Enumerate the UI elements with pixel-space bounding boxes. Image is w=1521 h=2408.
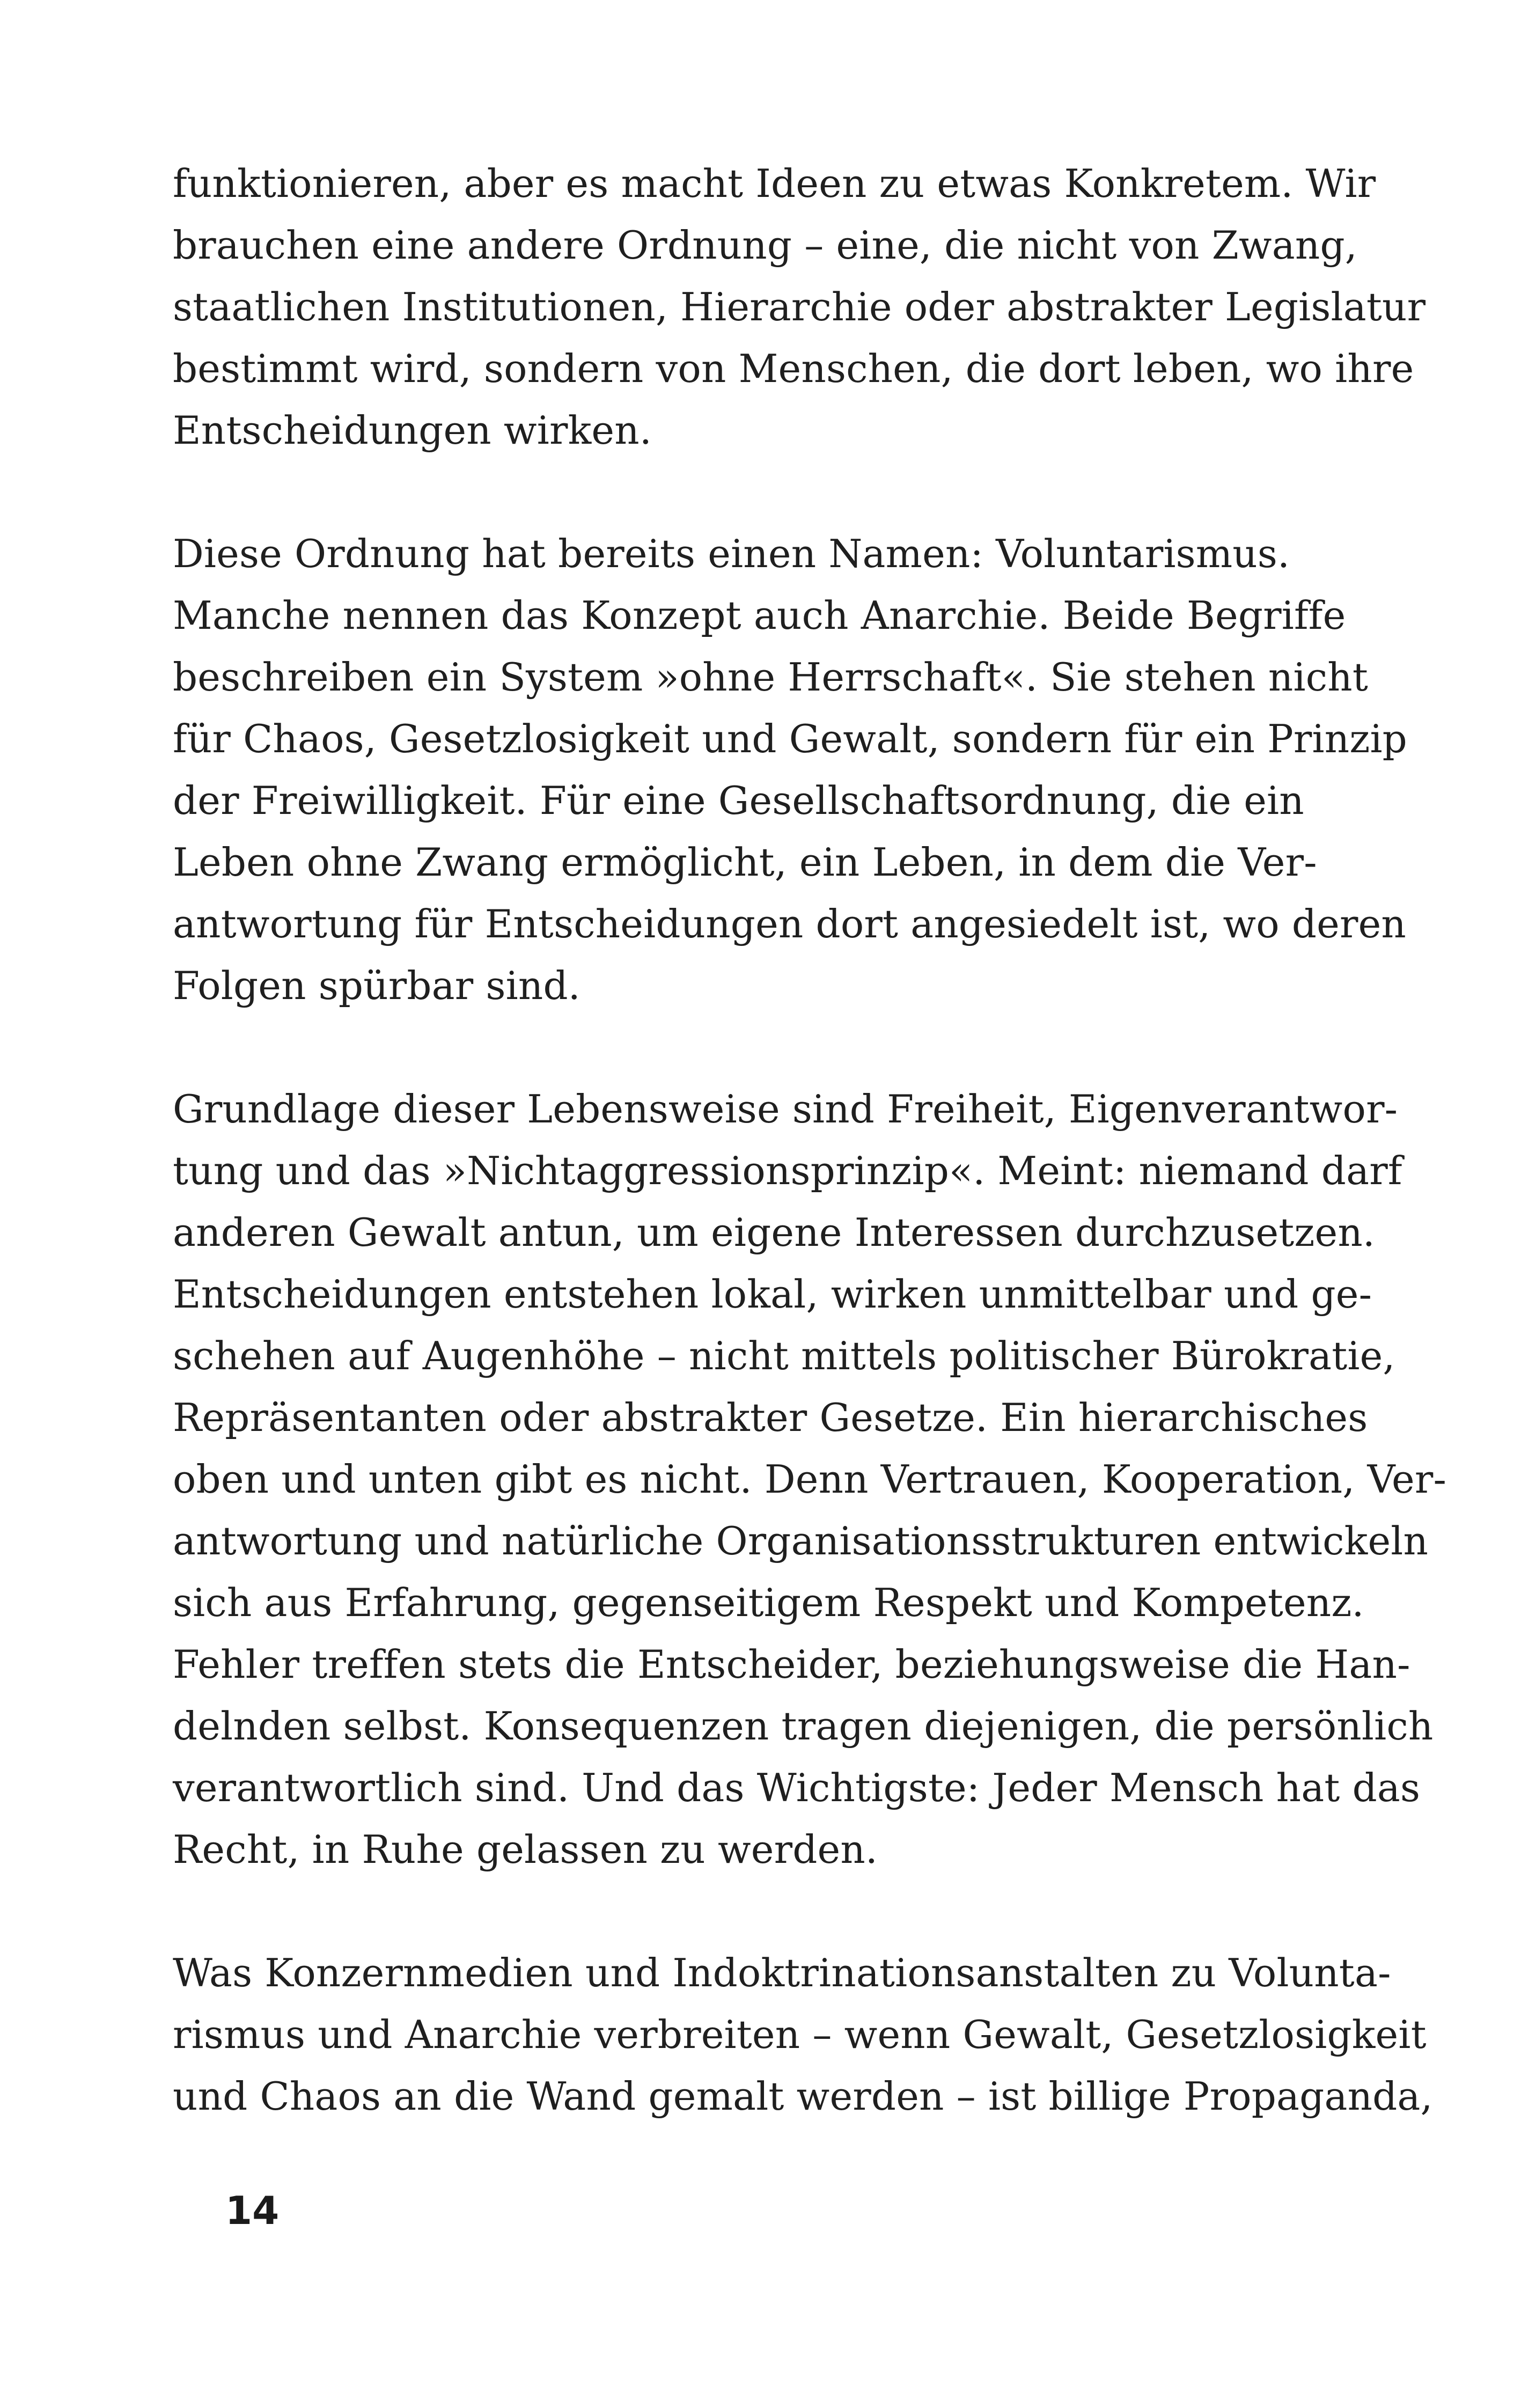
text-line: Recht, in Ruhe gelassen zu werden.: [173, 1827, 878, 1872]
paragraph-4: [173, 1942, 1433, 2127]
text-line: rismus und Anarchie verbreiten – wenn Gewalt, Gesetzlosigkeit: [173, 2012, 1427, 2057]
text-line: oben und unten gibt es nicht. Denn Vertrauen, Kooperation, Ver-: [173, 1457, 1447, 1502]
text-line: funktionieren, aber es macht Ideen zu etwas Konkretem. Wir: [173, 161, 1376, 206]
text-line: Repräsentanten oder abstrakter Gesetze. Ein hierarchisches: [173, 1395, 1368, 1440]
text-line: Entscheidungen entstehen lokal, wirken unmittelbar und ge-: [173, 1272, 1372, 1317]
text-line: Leben ohne Zwang ermöglicht, ein Leben, in dem die Ver-: [173, 840, 1317, 885]
text-line: Fehler treffen stets die Entscheider, beziehungsweise die Han-: [173, 1642, 1410, 1687]
text-line: sich aus Erfahrung, gegenseitigem Respekt und Kompetenz.: [173, 1580, 1364, 1625]
text-line: verantwortlich sind. Und das Wichtigste: Jeder Mensch hat das: [173, 1765, 1421, 1810]
text-line: Folgen spürbar sind.: [173, 963, 581, 1008]
text-line: antwortung und natürliche Organisationsstrukturen entwickeln: [173, 1518, 1429, 1563]
text-line: delnden selbst. Konsequenzen tragen diejenigen, die persönlich: [173, 1704, 1434, 1749]
paragraph-1: [173, 153, 1426, 461]
text-line: bestimmt wird, sondern von Menschen, die dort leben, wo ihre: [173, 346, 1414, 391]
paragraph-3: [173, 1078, 1447, 1881]
text-line: brauchen eine andere Ordnung – eine, die nicht von Zwang,: [173, 223, 1357, 268]
page-number: 14: [225, 2188, 280, 2233]
text-line: anderen Gewalt antun, um eigene Interessen durchzusetzen.: [173, 1210, 1376, 1255]
text-line: tung und das »Nichtaggressionsprinzip«. Meint: niemand darf: [173, 1148, 1402, 1193]
text-line: beschreiben ein System »ohne Herrschaft«. Sie stehen nicht: [173, 655, 1368, 700]
body-text: [173, 153, 1447, 2127]
text-line: antwortung für Entscheidungen dort angesiedelt ist, wo deren: [173, 901, 1406, 946]
text-line: und Chaos an die Wand gemalt werden – ist billige Propaganda,: [173, 2074, 1433, 2119]
text-line: staatlichen Institutionen, Hierarchie oder abstrakter Legislatur: [173, 284, 1426, 329]
paragraph-2: [173, 523, 1407, 1017]
text-line: Entscheidungen wirken.: [173, 408, 652, 453]
text-line: Manche nennen das Konzept auch Anarchie. Beide Begriffe: [173, 593, 1346, 638]
text-line: für Chaos, Gesetzlosigkeit und Gewalt, sondern für ein Prinzip: [173, 716, 1407, 761]
text-line: Was Konzernmedien und Indoktrinationsanstalten zu Volunta-: [173, 1950, 1391, 1995]
text-line: Grundlage dieser Lebensweise sind Freiheit, Eigenverantwor-: [173, 1086, 1398, 1132]
text-line: schehen auf Augenhöhe – nicht mittels politischer Bürokratie,: [173, 1333, 1395, 1378]
text-line: Diese Ordnung hat bereits einen Namen: Voluntarismus.: [173, 531, 1290, 576]
text-line: der Freiwilligkeit. Für eine Gesellschaftsordnung, die ein: [173, 778, 1304, 823]
